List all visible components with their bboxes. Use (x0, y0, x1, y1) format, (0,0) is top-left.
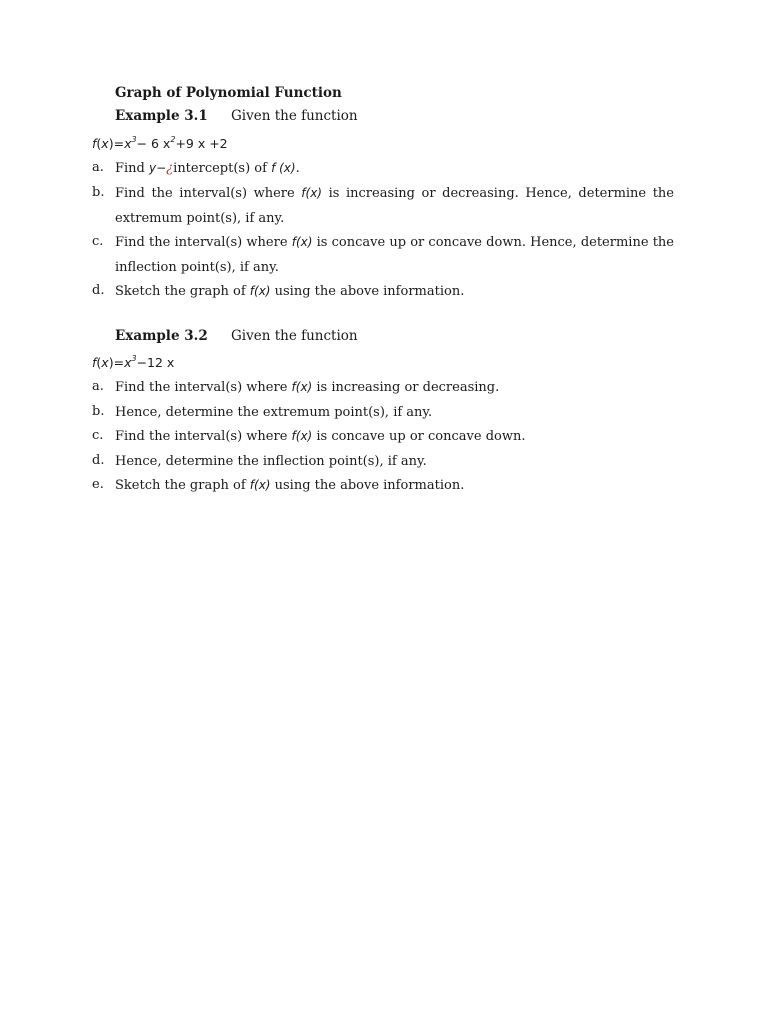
example-2-function: $f(x)=x^3-12$ x (92, 354, 175, 370)
example-1-item-a: a. Find y−¿intercept(s) of f (x). (92, 160, 300, 176)
example-2-label: Example 3.2 (115, 328, 208, 344)
example-2-given: Given the function (231, 328, 358, 344)
example-1-item-b: b. Find the interval(s) where f(x) is increasing or decreasing. Hence, determine the extremum point(s), if any. (92, 185, 674, 226)
example-2-item-c: c. Find the interval(s) where f(x) is concave up or concave down. (92, 428, 526, 444)
page-title: Graph of Polynomial Function (115, 85, 342, 101)
example-1-item-d: d. Sketch the graph of f(x) using the above information. (92, 283, 465, 299)
example-1-given: Given the function (231, 108, 358, 124)
example-2-item-e: e. Sketch the graph of f(x) using the above information. (92, 477, 465, 493)
example-1-function: $f(x)=x^3- 6$ $x^2+9$ x +2 (92, 135, 228, 151)
example-1-label: Example 3.1 (115, 108, 208, 124)
example-2-header (115, 328, 358, 344)
example-2-item-a: a. Find the interval(s) where f(x) is increasing or decreasing. (92, 379, 500, 395)
example-2-item-d: d. Hence, determine the inflection point(s), if any. (92, 453, 427, 469)
example-1-header (115, 108, 358, 124)
example-2-item-b: b. Hence, determine the extremum point(s), if any. (92, 404, 433, 420)
example-1-item-c: c. Find the interval(s) where f(x) is concave up or concave down. Hence, determine the inflection point(s), if any. (92, 234, 674, 275)
